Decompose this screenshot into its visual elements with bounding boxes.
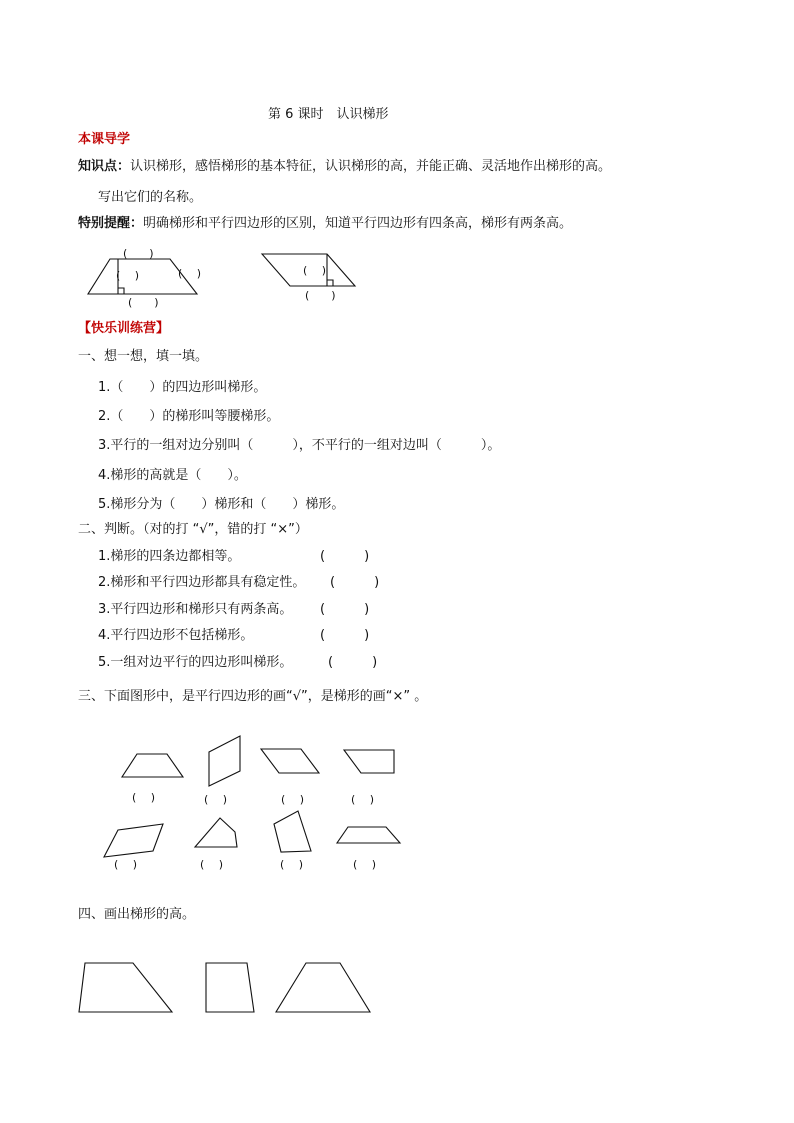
judge-item-1: 1.梯形的四条边都相等。 bbox=[98, 549, 241, 564]
shape-5-blank[interactable]: ( ) bbox=[114, 858, 138, 871]
blank-trapezoid-bottom[interactable]: ( ) bbox=[128, 296, 159, 309]
draw-trapezoid-1 bbox=[79, 963, 172, 1012]
judge-blank-4[interactable]: ( ) bbox=[320, 628, 370, 643]
blank-trapezoid-top[interactable]: ( ) bbox=[123, 247, 154, 260]
judge-blank-2[interactable]: ( ) bbox=[330, 575, 380, 590]
draw-trapezoid-2 bbox=[206, 963, 254, 1012]
shape-7-blank[interactable]: ( ) bbox=[280, 858, 304, 871]
judge-item-2: 2.梯形和平行四边形都具有稳定性。 bbox=[98, 575, 306, 590]
fill-item-3[interactable]: 3.平行的一组对边分别叫（ ），不平行的一组对边叫（ ）。 bbox=[98, 438, 501, 453]
tip-text: 明确梯形和平行四边形的区别，知道平行四边形有四条高，梯形有两条高。 bbox=[143, 216, 573, 231]
fill-item-1[interactable]: 1.（ ）的四边形叫梯形。 bbox=[98, 380, 267, 395]
shape-6-blank[interactable]: ( ) bbox=[200, 858, 224, 871]
fill-item-4[interactable]: 4.梯形的高就是（ ）。 bbox=[98, 468, 247, 483]
shape-4-blank[interactable]: ( ) bbox=[351, 793, 375, 806]
section2-heading: 二、判断。（对的打 “√”，错的打 “×”） bbox=[78, 522, 308, 537]
tip-label: 特别提醒： bbox=[78, 216, 144, 231]
blank-trapezoid-height[interactable]: ( ) bbox=[116, 269, 140, 282]
page-title: 第 6 课时 认识梯形 bbox=[268, 107, 389, 122]
judge-item-5: 5.一组对边平行的四边形叫梯形。 bbox=[98, 655, 293, 670]
judge-item-3: 3.平行四边形和梯形只有两条高。 bbox=[98, 602, 293, 617]
shape-1-blank[interactable]: ( ) bbox=[132, 791, 156, 804]
knowledge-text: 认识梯形，感悟梯形的基本特征，认识梯形的高，并能正确、灵活地作出梯形的高。 bbox=[130, 159, 612, 174]
section1-heading: 一、想一想，填一填。 bbox=[78, 349, 209, 364]
fill-item-5[interactable]: 5.梯形分为（ ）梯形和（ ）梯形。 bbox=[98, 497, 345, 512]
blank-parallelogram-height[interactable]: ( ) bbox=[303, 264, 327, 277]
judge-blank-1[interactable]: ( ) bbox=[320, 549, 370, 564]
knowledge-label: 知识点： bbox=[78, 159, 131, 174]
judge-item-4: 4.平行四边形不包括梯形。 bbox=[98, 628, 254, 643]
section3-heading: 三、下面图形中，是平行四边形的画“√”，是梯形的画“×” 。 bbox=[78, 689, 428, 704]
blank-parallelogram-base[interactable]: ( ) bbox=[305, 289, 336, 302]
shape-3-blank[interactable]: ( ) bbox=[281, 793, 305, 806]
draw-trapezoid-3 bbox=[276, 963, 370, 1012]
guide-heading: 本课导学 bbox=[78, 132, 131, 147]
section4-heading: 四、画出梯形的高。 bbox=[78, 907, 196, 922]
shape-8-blank[interactable]: ( ) bbox=[353, 858, 377, 871]
training-heading: 【快乐训练营】 bbox=[78, 321, 170, 336]
shape-2-blank[interactable]: ( ) bbox=[204, 793, 228, 806]
write-names-instruction: 写出它们的名称。 bbox=[98, 190, 203, 205]
judge-blank-3[interactable]: ( ) bbox=[320, 602, 370, 617]
fill-item-2[interactable]: 2.（ ）的梯形叫等腰梯形。 bbox=[98, 409, 280, 424]
judge-blank-5[interactable]: ( ) bbox=[328, 655, 378, 670]
blank-trapezoid-leg[interactable]: ( ) bbox=[178, 267, 202, 280]
